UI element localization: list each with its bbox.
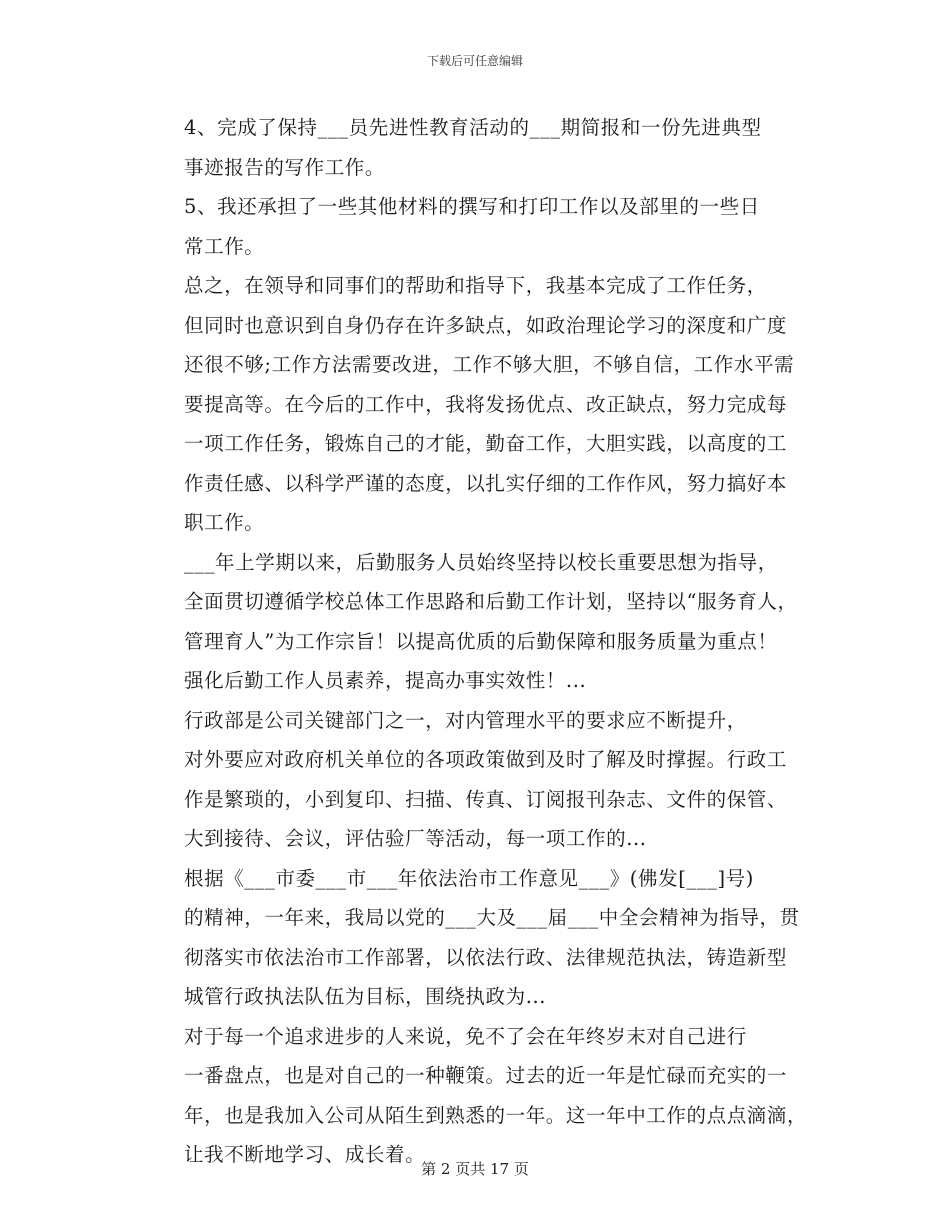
text-line: 根据《___市委___市___年依法治市工作意见___》(佛发[___]号) [184,866,754,890]
text-line: 总之，在领导和同事们的帮助和指导下，我基本完成了工作任务， [184,274,767,297]
text-line: 对外要应对政府机关单位的各项政策做到及时了解及时撑握。行政工 [184,748,788,771]
paragraph-5 [145,187,817,266]
text-line: 但同时也意识到自身仍存在许多缺点，如政治理论学习的深度和广度 [184,313,788,337]
document-body [145,108,817,1175]
paragraph-summary [145,266,817,543]
text-line: 一项工作任务，锻炼自己的才能，勤奋工作，大胆实践，以高度的工 [184,432,788,455]
text-line: ___年上学期以来，后勤服务人员始终坚持以校长重要思想为指导， [184,550,778,574]
text-line: 大到接待、会议，评估验厂等活动，每一项工作的... [184,827,647,850]
text-line: 强化后勤工作人员素养，提高办事实效性！... [184,669,587,692]
text-line: 5、我还承担了一些其他材料的撰写和打印工作以及部里的一些日 [184,195,760,218]
text-line: 要提高等。在今后的工作中，我将发扬优点、改正缺点，努力完成每 [184,392,788,416]
page-footer: 第 2 页共 17 页 [421,1160,529,1178]
text-line: 对于每一个追求进步的人来说，免不了会在年终岁末对自己进行 [184,1024,747,1048]
text-line: 全面贯切遵循学校总体工作思路和后勤工作计划，坚持以“服务育人， [184,590,798,613]
text-line: 让我不断地学习、成长着。 [184,1143,426,1166]
text-line: 彻落实市依法治市工作部署，以依法行政、法律规范执法，铸造新型 [184,945,788,969]
text-line: 职工作。 [184,511,265,534]
paragraph-logistics [145,543,817,701]
paragraph-admin [145,701,817,859]
text-line: 作是繁琐的，小到复印、扫描、传真、订阅报刊杂志、文件的保管、 [184,787,788,811]
text-line: 作责任感、以科学严谨的态度，以扎实仔细的工作作风，努力搞好本 [184,471,788,495]
page-header: 下载后可任意编辑 [426,54,523,68]
paragraph-law [145,859,817,1017]
text-line: 年，也是我加入公司从陌生到熟悉的一年。这一年中工作的点点滴滴， [184,1103,808,1127]
text-line: 4、完成了保持___员先进性教育活动的___期简报和一份先进典型 [184,116,762,139]
text-line: 一番盘点，也是对自己的一种鞭策。过去的近一年是忙碌而充实的一 [184,1064,788,1087]
text-line: 管理育人”为工作宗旨！以提高优质的后勤保障和服务质量为重点！ [184,629,778,653]
text-line: 还很不够;工作方法需要改进，工作不够大胆，不够自信，工作水平需 [184,353,795,376]
text-line: 事迹报告的写作工作。 [184,155,386,179]
text-line: 的精神，一年来，我局以党的___大及___届___中全会精神为指导，贯 [184,906,800,929]
text-line: 城管行政执法队伍为目标，围绕执政为... [184,985,547,1008]
text-line: 行政部是公司关键部门之一，对内管理水平的要求应不断提升， [184,708,747,732]
paragraph-yearend [145,1017,817,1175]
paragraph-4 [145,108,817,187]
text-line: 常工作。 [184,234,265,258]
